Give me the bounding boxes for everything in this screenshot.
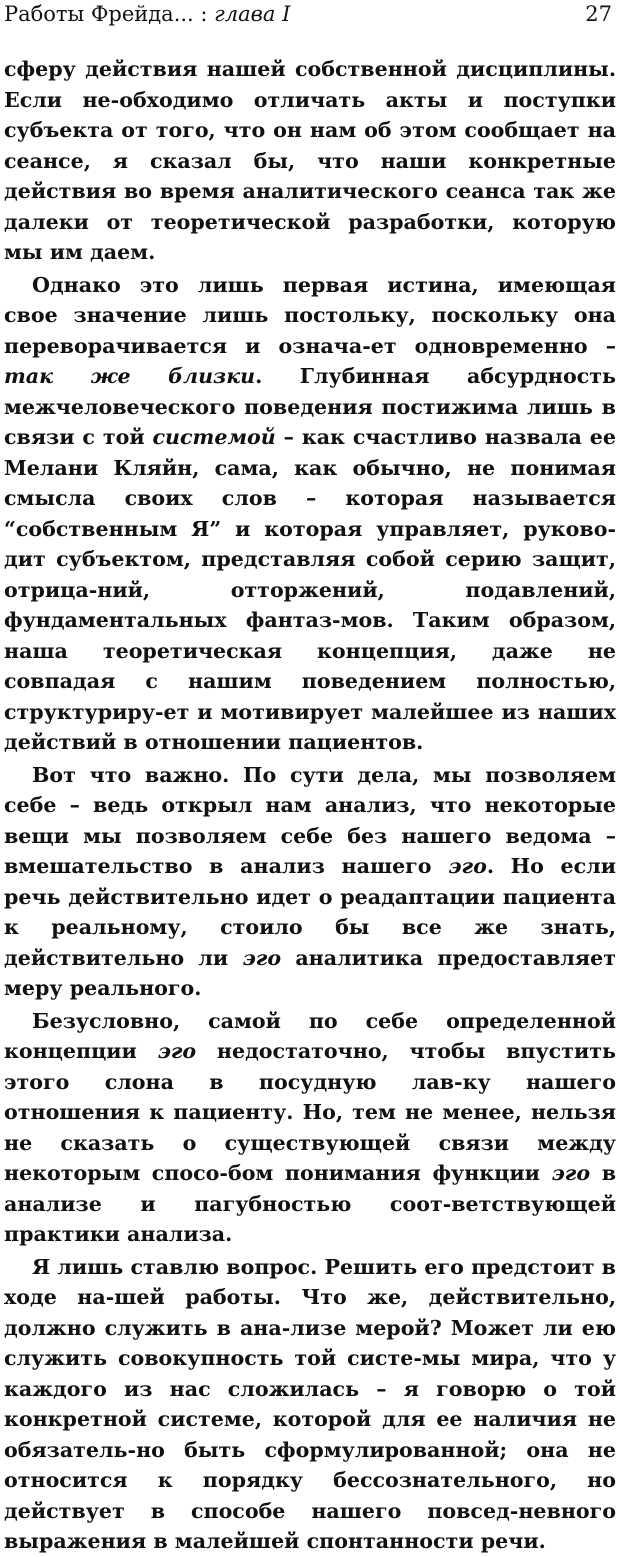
paragraph: [4, 1252, 616, 1557]
paragraph: [4, 54, 616, 268]
paragraph: [4, 1006, 616, 1250]
italic-text: системой: [152, 425, 276, 449]
text-segment: в анализе и пагубностью соот-ветствующей практики анализа.: [4, 1161, 617, 1246]
italic-text: эго: [157, 1039, 197, 1063]
text-segment: . Но если речь действительно идет о реадаптации пациента к реальному, стоило бы все же знать, действительно ли: [4, 854, 616, 970]
running-title-main: Работы Фрейда... :: [4, 2, 215, 26]
paragraph: [4, 270, 616, 758]
page-number: 27: [585, 2, 612, 26]
italic-text: эго: [551, 1161, 591, 1185]
running-header: [4, 0, 612, 30]
text-segment: Безусловно, самой по себе определенной концепции: [4, 1008, 616, 1063]
text-segment: – как счастливо назвала ее Мелани Кляйн, сама, как обычно, не понимая смысла своих слов – которая называется “собственным Я” и которая управляет, руково-дит субъектом, представляя собой серию защит, отрица-ний, отторжений, подавлений, фундаментальных фантаз-мов. Таким образом, наша теоретическая концепция, даже не совпадая с нашим поведением полностью, структуриру-ет и мотивирует малейшее из наших действий в отношении пациентов.: [4, 425, 616, 754]
body-text: [4, 54, 616, 1557]
paragraph: [4, 760, 616, 1004]
text-segment: . Глубинная абсурдность межчеловеческого поведения постижима лишь в связи с той: [4, 364, 616, 449]
italic-text: так же близки: [4, 364, 256, 388]
running-title: [4, 0, 290, 28]
text-segment: сферу действия нашей собственной дисциплины. Если не-обходимо отличать акты и поступки субъекта от того, что он нам об этом сообщает на сеансе, я сказал бы, что наши конкретные действия во время аналитического сеанса так же далеки от теоретической разработки, которую мы им даем.: [4, 57, 616, 264]
text-segment: аналитика предоставляет меру реального.: [4, 945, 616, 1000]
text-segment: Я лишь ставлю вопрос. Решить его предстоит в ходе на-шей работы. Что же, действительно, должно служить в ана-лизе мерой? Может ли ею служить совокупность той систе-мы мира, что у каждого из нас сложилась – я говорю о той конкретной системе, которой для ее наличия не обязатель-но быть сформулированной; она не относится к порядку бессознательного, но действует в способе нашего повсед-невного выражения в малейшей спонтанности речи.: [4, 1254, 616, 1553]
italic-text: эго: [242, 945, 282, 970]
running-title-chapter: глава I: [214, 2, 291, 26]
text-segment: Вот что важно. По сути дела, мы позволяем себе – ведь открыл нам анализ, что некоторые вещи мы позволяем себе без нашего ведома – вмешательство в анализ нашего: [4, 762, 616, 878]
text-segment: Однако это лишь первая истина, имеющая свое значение лишь постольку, поскольку она переворачивается и означа-ет одновременно –: [4, 272, 616, 358]
italic-text: эго: [448, 854, 487, 878]
text-segment: недостаточно, чтобы впустить этого слона в посудную лав-ку нашего отношения к пациенту. Но, тем не менее, нельзя не сказать о существующей связи между некоторым спосо-бом понимания функции: [4, 1039, 616, 1185]
